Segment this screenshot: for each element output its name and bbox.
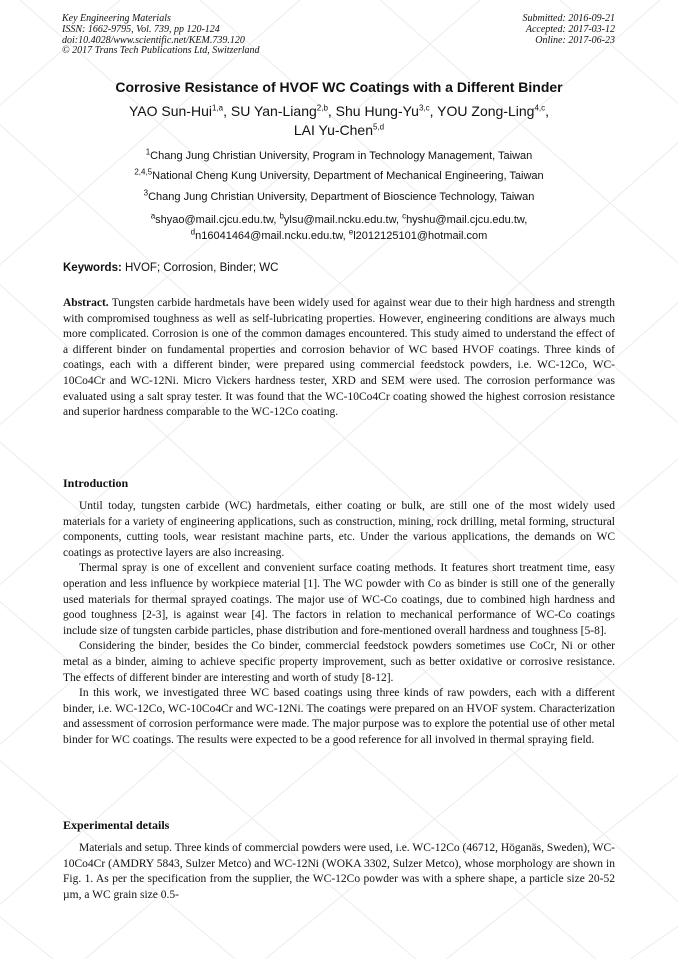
email-sup: a — [150, 211, 156, 221]
introduction-heading: Introduction — [63, 476, 129, 490]
author-name: LAI Yu-Chen — [293, 122, 373, 138]
author-list: YAO Sun-Hui$^{1,a}$, SU Yan-Liang$^{2,b}$, Shu Hung-Yu$^{3,c}$, YOU Zong-Ling$^{4,c}$, LAI Yu-Chen$^{5,d}$ — [128, 103, 550, 138]
affiliation-text: National Cheng Kung University, Department of Mechanical Engineering, Taiwan — [152, 170, 544, 182]
affiliation — [0, 167, 678, 182]
email-sup: b — [279, 211, 284, 221]
email-link[interactable]: n16041464@mail.ncku.edu.tw — [195, 230, 343, 242]
author-name: Shu Hung-Yu — [335, 103, 419, 119]
keywords-line — [63, 262, 278, 274]
abstract-text: Tungsten carbide hardmetals have been widely used for against wear due to their high hardness and strength with compromised toughness as well as self-lubricating properties. However, engineering conditions are always much more complicated. Corrosion is one of the common damages encountered. This study aimed to understand the effect of a different binder on fundamental properties and corrosion behavior of WC based HVOF coatings. Three kinds of coatings, each with a different binder, were prepared using commercial feedstock powders, i.e. WC-12Co, WC-10Co4Cr and WC-12Ni. Micro Vickers hardness tester, XRD and SEM were used. The corrosion performance was evaluated using a salt spray tester. It was found that the WC-10Co4Cr coating showed the highest corrosion resistance and superior hardness comparable to the WC-12Co coating. — [63, 297, 615, 419]
author-sup: 3,c — [418, 103, 430, 113]
journal-info — [62, 14, 260, 57]
email-link[interactable]: shyao@mail.cjcu.edu.tw — [155, 214, 274, 226]
author-sup: 5,d — [373, 122, 385, 132]
affiliation-sup: 1 — [145, 147, 151, 157]
abstract-block — [63, 296, 615, 421]
affiliation-sup: 3 — [143, 188, 149, 198]
experimental-body — [63, 841, 615, 903]
dates-info — [523, 14, 616, 46]
email-link[interactable]: l2012125101@hotmail.com — [353, 230, 488, 242]
paper-title: Corrosive Resistance of HVOF WC Coatings with a Different Binder — [115, 79, 563, 95]
abstract-label: Abstract. — [63, 297, 109, 309]
email-sup: c — [402, 211, 407, 221]
email-link[interactable]: hyshu@mail.cjcu.edu.tw — [406, 214, 525, 226]
issn-line: ISSN: 1662-9795, Vol. 739, pp 120-124 — [62, 23, 220, 35]
journal-name: Key Engineering Materials — [62, 13, 171, 24]
author-sup: 4,c — [534, 103, 546, 113]
keywords-label: Keywords: — [63, 262, 122, 274]
affiliation — [0, 147, 678, 162]
copyright-line: © 2017 Trans Tech Publications Ltd, Switzerland — [62, 45, 260, 57]
author-name: YOU Zong-Ling — [437, 103, 535, 119]
author-name: SU Yan-Liang — [230, 103, 317, 119]
email-sup: e — [348, 227, 354, 237]
affiliation — [0, 188, 678, 203]
submitted-date: Submitted: 2016-09-21 — [522, 13, 615, 24]
author-sup: 2,b — [316, 103, 328, 113]
email-list: $^a$shyao@mail.cjcu.edu.tw, $^b$ylsu@mail.ncku.edu.tw, $^c$hyshu@mail.cjcu.edu.tw, $^d$n16041464@mail.ncku.edu.tw, $^e$l2012125101@hotmail.com — [150, 211, 528, 242]
affiliation-text: Chang Jung Christian University, Department of Bioscience Technology, Taiwan — [148, 191, 535, 203]
experimental-heading: Experimental details — [63, 818, 170, 832]
online-date: Online: 2017-06-23 — [535, 34, 615, 46]
paragraph: Materials and setup. Three kinds of commercial powders were used, i.e. WC-12Co (46712, Höganäs, Sweden), WC-10Co4Cr (AMDRY 5843, Sulzer Metco) and WC-12Ni (WOKA 3302, Sulzer Metco), whose morphology are shown in Fig. 1. As per the specification from the supplier, the WC-12Co powder was with a sphere shape, a particle size 20-52 µm, a WC grain size 0.5- — [63, 842, 615, 901]
introduction-body — [63, 499, 615, 749]
paragraph: Considering the binder, besides the Co binder, commercial feedstock powders sometimes use CoCr, Ni or other metal as a binder, aiming to achieve specific property improvement, such as better oxidative or corrosive resistance. The effects of different binder are interesting and worth of study [8-12]. — [63, 640, 615, 684]
affiliation-text: Chang Jung Christian University, Program in Technology Management, Taiwan — [150, 150, 533, 162]
accepted-date: Accepted: 2017-03-12 — [525, 23, 615, 35]
paragraph: In this work, we investigated three WC based coatings using three kinds of raw powders, each with a different binder, i.e. WC-12Co, WC-10Co4Cr and WC-12Ni. The coatings were prepared on an HVOF system. Characterization and assessment of corrosion performance were made. The major purpose was to explore the potential use of other metal binder for WC coatings. The results were expected to be a good reference for all involved in thermal spraying field. — [63, 687, 615, 746]
email-link[interactable]: ylsu@mail.ncku.edu.tw — [283, 214, 396, 226]
paragraph: Thermal spray is one of excellent and convenient surface coating methods. It features short treatment time, easy operation and less influence by workpiece material [1]. The WC powder with Co as binder is still one of the generally used materials for thermal sprayed coatings. The major use of WC-Co coatings, due to combined high hardness and good toughness [2-3], is against wear [4]. The factors in relation to mechanical performance of WC-Co coatings include size of tungsten carbide particles, phase distribution and fore-mentioned overall hardness and toughness [5-8]. — [63, 562, 615, 637]
doi-line: doi:10.4028/www.scientific.net/KEM.739.120 — [62, 34, 245, 46]
author-sup: 1,a — [211, 103, 224, 113]
author-name: YAO Sun-Hui — [128, 103, 212, 119]
paragraph: Until today, tungsten carbide (WC) hardmetals, either coating or bulk, are still one of the most widely used materials for a variety of engineering applications, such as construction, mining, rock drilling, metal forming, structural components, cutting tools, wear resistant machine parts, etc. Under the various applications, the demands on WC coatings as protective layers are also increasing. — [63, 500, 615, 559]
affiliation-sup: 2,4,5 — [134, 167, 153, 177]
keywords-text: HVOF; Corrosion, Binder; WC — [125, 262, 279, 274]
email-sup: d — [190, 227, 196, 237]
